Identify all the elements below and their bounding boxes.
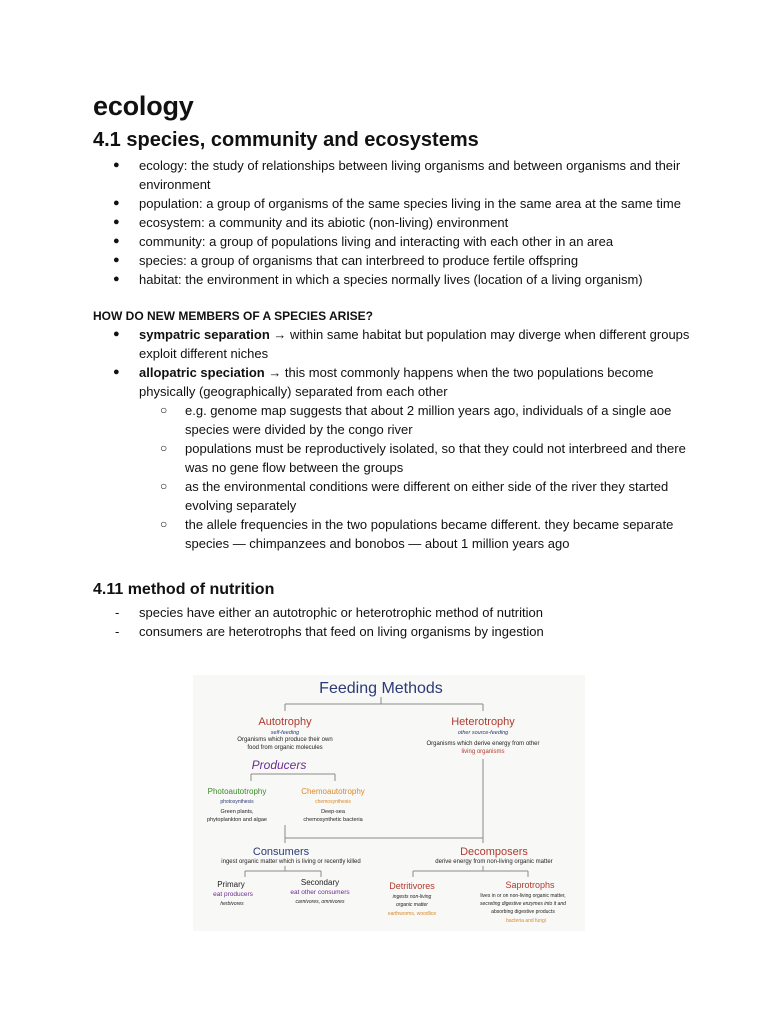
detritivores-description-2: organic matter — [396, 902, 428, 908]
heterotrophy-description-2: living organisms — [461, 749, 505, 755]
list-item: ● population: a group of organisms of the same species living in the same area at the same time — [93, 194, 693, 213]
autotrophy-description-2: food from organic molecules — [247, 745, 323, 751]
speciation-question: HOW DO NEW MEMBERS OF A SPECIES ARISE? — [93, 309, 374, 323]
photoautotrophy-example-1: Green plants, — [220, 809, 254, 815]
detritivores-example: earthworms, woodlice — [387, 911, 437, 917]
list-item: ● ecosystem: a community and its abiotic (non-living) environment — [93, 213, 693, 232]
saprotrophs-description-1: lives in or on non-living organic matter, — [480, 893, 566, 899]
chemoautotrophy-subtitle: chemosynthesis — [315, 799, 351, 805]
photoautotrophy-example-2: phytoplankton and algae — [207, 817, 267, 823]
consumers-description: ingest organic matter which is living or recently killed — [221, 859, 361, 865]
photoautotrophy-subtitle: photosynthesis — [220, 799, 254, 805]
decomposers-description: derive energy from non-living organic matter — [435, 859, 553, 865]
secondary-eat: eat other consumers — [290, 889, 350, 896]
list-item: ○ the allele frequencies in the two populations became different. they became separate species — chimpanzees and bonobos — about 1 million years ago — [93, 515, 693, 553]
heterotrophy-label: Heterotrophy — [451, 716, 515, 728]
document-page — [93, 88, 693, 641]
primary-label: Primary — [217, 880, 245, 889]
saprotrophs-description-3: absorbing digestive products — [491, 909, 555, 915]
section-heading-nutrition: 4.11 method of nutrition — [93, 581, 275, 598]
saprotrophs-example: bacteria and fungi — [506, 918, 546, 924]
definition: → within same habitat but population may diverge when different groups exploit different niches — [139, 327, 690, 361]
primary-example: herbivores — [220, 901, 244, 907]
section-heading-species: 4.1 species, community and ecosystems — [93, 129, 479, 151]
definitions-list — [93, 156, 693, 289]
list-item: ○ populations must be reproductively isolated, so that they could not interbreed and there was no gene flow between the groups — [93, 439, 693, 477]
secondary-example: carnivores, omnivores — [295, 899, 345, 905]
list-item-sympatric — [93, 325, 693, 363]
heterotrophy-subtitle: other source-feeding — [457, 730, 509, 736]
list-item: - species have either an autotrophic or heterotrophic method of nutrition — [93, 603, 693, 622]
list-item: - consumers are heterotrophs that feed on living organisms by ingestion — [93, 622, 693, 641]
list-item: ● ecology: the study of relationships between living organisms and between organisms and their environment — [93, 156, 693, 194]
diagram-title: Feeding Methods — [319, 680, 443, 697]
chemoautotrophy-label: Chemoautotrophy — [301, 787, 365, 796]
speciation-list — [93, 325, 693, 553]
nutrition-list — [93, 603, 693, 641]
decomposers-label: Decomposers — [460, 846, 528, 858]
feeding-methods-diagram — [193, 675, 585, 931]
list-item-allopatric — [93, 363, 693, 553]
list-item: ● species: a group of organisms that can interbreed to produce fertile offspring — [93, 251, 693, 270]
heterotrophy-description-1: Organisms which derive energy from other — [426, 741, 540, 747]
autotrophy-description-1: Organisms which produce their own — [237, 737, 333, 743]
detritivores-description-1: ingests non-living — [392, 894, 432, 900]
definition: → this most commonly happens when the two populations become physically (geographically) separated from each other — [139, 365, 654, 399]
detritivores-label: Detritivores — [389, 881, 435, 891]
term: allopatric speciation — [139, 365, 265, 380]
secondary-label: Secondary — [300, 878, 340, 887]
term: sympatric separation — [139, 327, 270, 342]
primary-eat: eat producers — [213, 891, 253, 898]
list-item: ○ e.g. genome map suggests that about 2 million years ago, individuals of a single aoe species were divided by the congo river — [93, 401, 693, 439]
consumers-label: Consumers — [252, 846, 310, 858]
saprotrophs-label: Saprotrophs — [505, 880, 555, 890]
chemoautotrophy-example-2: chemosynthetic bacteria — [303, 817, 363, 823]
allopatric-sub-list — [139, 401, 693, 553]
photoautotrophy-label: Photoautotrophy — [207, 787, 267, 796]
producers-label: Producers — [251, 758, 307, 772]
chemoautotrophy-example-1: Deep-sea — [321, 809, 345, 815]
list-item: ● community: a group of populations living and interacting with each other in an area — [93, 232, 693, 251]
list-item: ○ as the environmental conditions were different on either side of the river they started evolving separately — [93, 477, 693, 515]
list-item: ● habitat: the environment in which a species normally lives (location of a living organism) — [93, 270, 693, 289]
page-title: ecology — [93, 91, 194, 121]
saprotrophs-description-2: secreting digestive enzymes into it and — [480, 901, 566, 907]
autotrophy-subtitle: self-feeding — [270, 730, 300, 736]
autotrophy-label: Autotrophy — [258, 716, 312, 728]
